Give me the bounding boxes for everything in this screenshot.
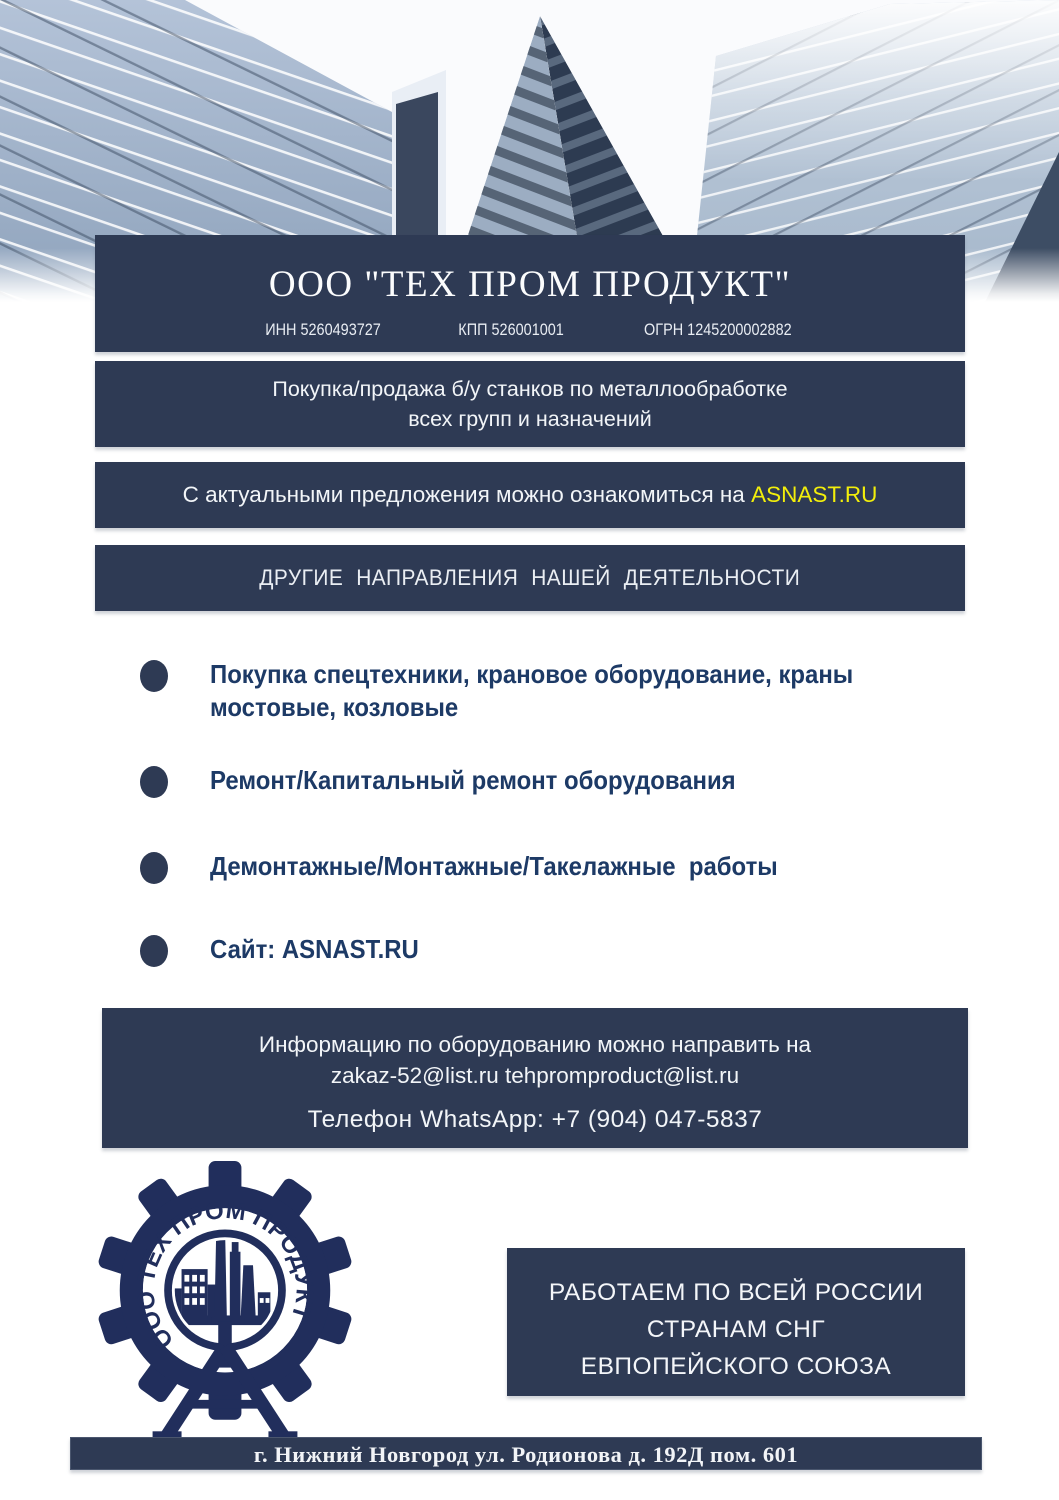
list-item-text: Покупка спецтехники, крановое оборудование, краны мостовые, козловые xyxy=(210,659,860,722)
list-item-text: Сайт: ASNAST.RU xyxy=(210,934,419,964)
registration-numbers xyxy=(95,320,965,340)
list-item xyxy=(140,764,922,798)
work-area-box xyxy=(507,1248,965,1396)
company-header-bar xyxy=(95,235,965,352)
kpp-number: КПП 526001001 xyxy=(458,320,564,339)
contact-line: Информацию по оборудованию можно направить на xyxy=(258,1032,812,1057)
list-item xyxy=(140,933,922,967)
logo-ring-text: ООО ТЕХ ПРОМ ПРОДУКТ xyxy=(132,1196,318,1354)
bullet-icon xyxy=(140,766,168,798)
company-logo xyxy=(85,1152,365,1448)
services-line-1: Покупка/продажа б/у станков по металлообработке xyxy=(272,377,788,401)
gear-logo-icon xyxy=(85,1152,365,1448)
offers-bar xyxy=(95,462,965,528)
bullet-icon xyxy=(140,660,168,692)
directions-title: ДРУГИЕ НАПРАВЛЕНИЯ НАШЕЙ ДЕЯТЕЛЬНОСТИ xyxy=(259,565,801,590)
site-link-text: ASNAST.RU xyxy=(751,482,878,507)
directions-bar xyxy=(95,545,965,611)
list-item xyxy=(140,658,922,724)
list-item-text: Ремонт/Капитальный ремонт оборудования xyxy=(210,765,736,795)
list-item xyxy=(140,850,922,884)
company-address: г. Нижний Новгород ул. Родионова д. 192Д пом. 601 xyxy=(253,1442,799,1467)
services-bar xyxy=(95,361,965,447)
ogrn-number: ОГРН 1245200002882 xyxy=(644,320,792,339)
work-area-line: ЕВПОПЕЙСКОГО СОЮЗА xyxy=(580,1353,892,1380)
company-name: ООО "ТЕХ ПРОМ ПРОДУКТ" xyxy=(268,264,792,305)
address-footer xyxy=(70,1437,982,1470)
bullet-icon xyxy=(140,852,168,884)
list-item-text: Демонтажные/Монтажные/Такелажные работы xyxy=(210,851,778,881)
bullet-icon xyxy=(140,935,168,967)
offers-text: С актуальными предложения можно ознакомиться на xyxy=(182,482,752,507)
contact-banner xyxy=(102,1008,968,1148)
services-line-2: всех групп и назначений xyxy=(408,407,652,431)
contact-phone: Телефон WhatsApp: +7 (904) 047-5837 xyxy=(307,1106,763,1133)
inn-number: ИНН 5260493727 xyxy=(265,320,381,339)
contact-emails: zakaz-52@list.ru tehpromproduct@list.ru xyxy=(330,1063,740,1088)
work-area-line: СТРАНАМ СНГ xyxy=(646,1316,826,1343)
work-area-line: РАБОТАЕМ ПО ВСЕЙ РОССИИ xyxy=(548,1279,924,1306)
